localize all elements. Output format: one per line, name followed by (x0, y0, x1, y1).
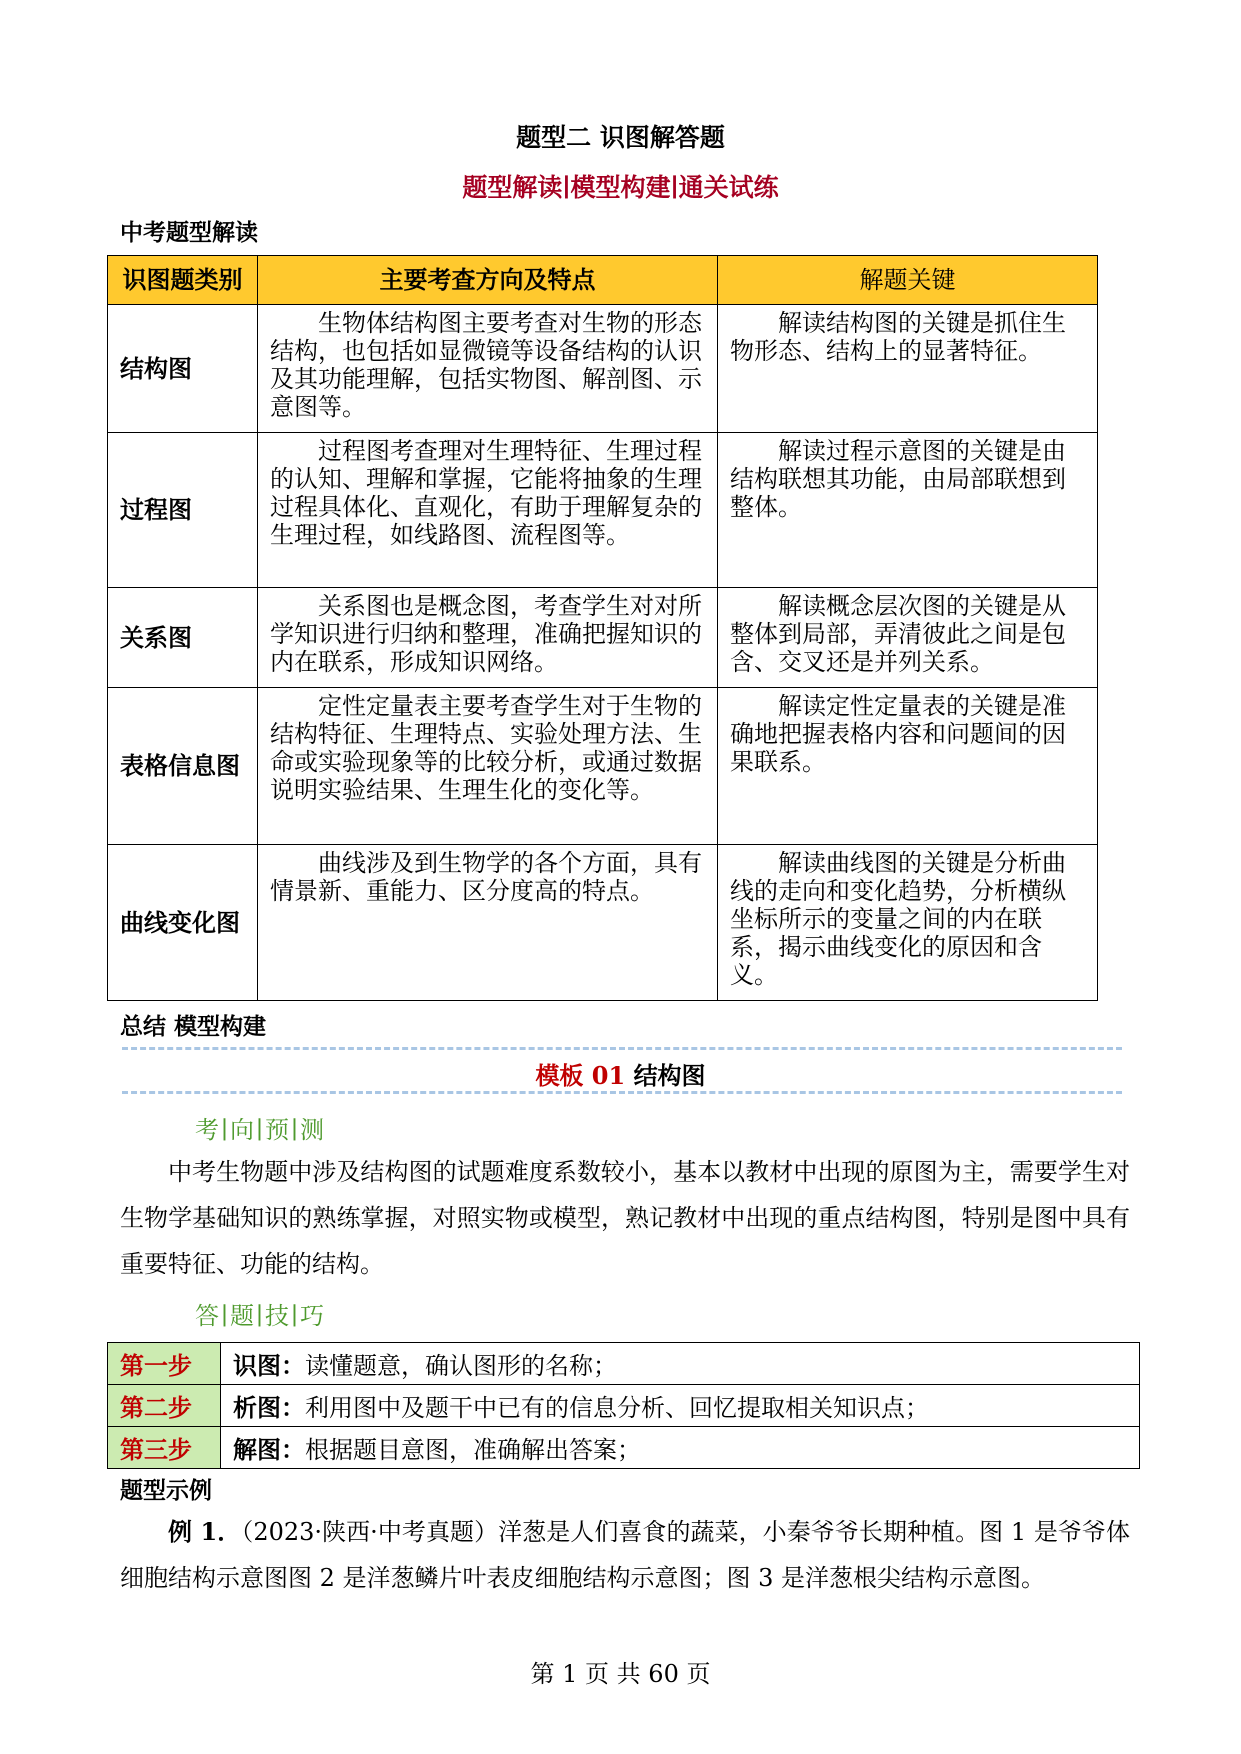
divider-bottom (122, 1091, 1122, 1094)
step-row (108, 1343, 1140, 1385)
table-header-row (108, 256, 1098, 305)
row-feature: 定性定量表主要考查学生对于生物的结构特征、生理特点、实验处理方法、生命或实验现象等的比较分析，或通过数据说明实验结果、生理生化的变化等。 (258, 688, 718, 845)
forecast-heading: 考∣向∣预∣测 (195, 1116, 326, 1144)
row-feature: 生物体结构图主要考查对生物的形态结构，也包括如显微镜等设备结构的认识及其功能理解，包括实物图、解剖图、示意图等。 (258, 305, 718, 433)
row-category: 结构图 (108, 305, 258, 433)
row-key: 解读过程示意图的关键是由结构联想其功能，由局部联想到整体。 (718, 433, 1098, 588)
row-key: 解读结构图的关键是抓住生物形态、结构上的显著特征。 (718, 305, 1098, 433)
page-title: 题型二 识图解答题 (516, 123, 725, 152)
step-row (108, 1385, 1140, 1427)
forecast-paragraph: 中考生物题中涉及结构图的试题难度系数较小，基本以教材中出现的原图为主，需要学生对生物学基础知识的熟练掌握，对照实物或模型，熟记教材中出现的重点结构图，特别是图中具有重要特征、功能的结构。 (120, 1158, 1130, 1278)
row-category: 表格信息图 (108, 688, 258, 845)
skill-heading: 答∣题∣技∣巧 (195, 1302, 326, 1330)
row-key: 解读曲线图的关键是分析曲线的走向和变化趋势，分析横纵坐标所示的变量之间的内在联系，揭示曲线变化的原因和含义。 (718, 845, 1098, 1001)
example-label: 例 1． (168, 1517, 242, 1546)
section-heading-example: 题型示例 (120, 1477, 212, 1504)
question-type-table (107, 255, 1098, 1001)
step-content: 解图：根据题目意图，准确解出答案； (221, 1427, 1140, 1469)
row-key: 解读定性定量表的关键是准确地把握表格内容和问题间的因果联系。 (718, 688, 1098, 845)
row-key: 解读概念层次图的关键是从整体到局部，弄清彼此之间是包含、交叉还是并列关系。 (718, 588, 1098, 688)
section-heading-summary: 总结 模型构建 (120, 1013, 267, 1040)
example-paragraph (120, 1509, 1130, 1601)
page-subtitle: 题型解读∣模型构建∣通关试练 (462, 173, 779, 202)
step-number: 第三步 (108, 1427, 221, 1469)
step-row (108, 1427, 1140, 1469)
table-header-key: 解题关键 (718, 256, 1098, 305)
section-heading-interpret: 中考题型解读 (120, 219, 258, 246)
example-text: （2023·陕西·中考真题）洋葱是人们喜食的蔬菜，小秦爷爷长期种植。图 1 是爷爷体细胞结构示意图图 2 是洋葱鳞片叶表皮细胞结构示意图；图 3 是洋葱根尖结构示意图。 (120, 1518, 1130, 1592)
table-row (108, 688, 1098, 845)
table-header-category: 识图题类别 (108, 256, 258, 305)
row-category: 关系图 (108, 588, 258, 688)
row-category: 曲线变化图 (108, 845, 258, 1001)
template-title (0, 1056, 1241, 1091)
table-row (108, 433, 1098, 588)
steps-table (107, 1342, 1140, 1469)
row-category: 过程图 (108, 433, 258, 588)
step-content: 析图：利用图中及题干中已有的信息分析、回忆提取相关知识点； (221, 1385, 1140, 1427)
table-row (108, 588, 1098, 688)
divider-top (122, 1047, 1122, 1050)
page-footer: 第 1 页 共 60 页 (530, 1660, 711, 1688)
step-number: 第一步 (108, 1343, 221, 1385)
row-feature: 过程图考查理对生理特征、生理过程的认知、理解和掌握，它能将抽象的生理过程具体化、直观化，有助于理解复杂的生理过程，如线路图、流程图等。 (258, 433, 718, 588)
step-content: 识图：读懂题意，确认图形的名称； (221, 1343, 1140, 1385)
row-feature: 关系图也是概念图，考查学生对对所学知识进行归纳和整理，准确把握知识的内在联系，形成知识网络。 (258, 588, 718, 688)
step-number: 第二步 (108, 1385, 221, 1427)
table-row (108, 305, 1098, 433)
row-feature: 曲线涉及到生物学的各个方面，具有情景新、重能力、区分度高的特点。 (258, 845, 718, 1001)
table-header-feature: 主要考查方向及特点 (258, 256, 718, 305)
template-name: 结构图 (633, 1061, 706, 1090)
template-number: 模板 01 (535, 1061, 626, 1090)
table-row (108, 845, 1098, 1001)
